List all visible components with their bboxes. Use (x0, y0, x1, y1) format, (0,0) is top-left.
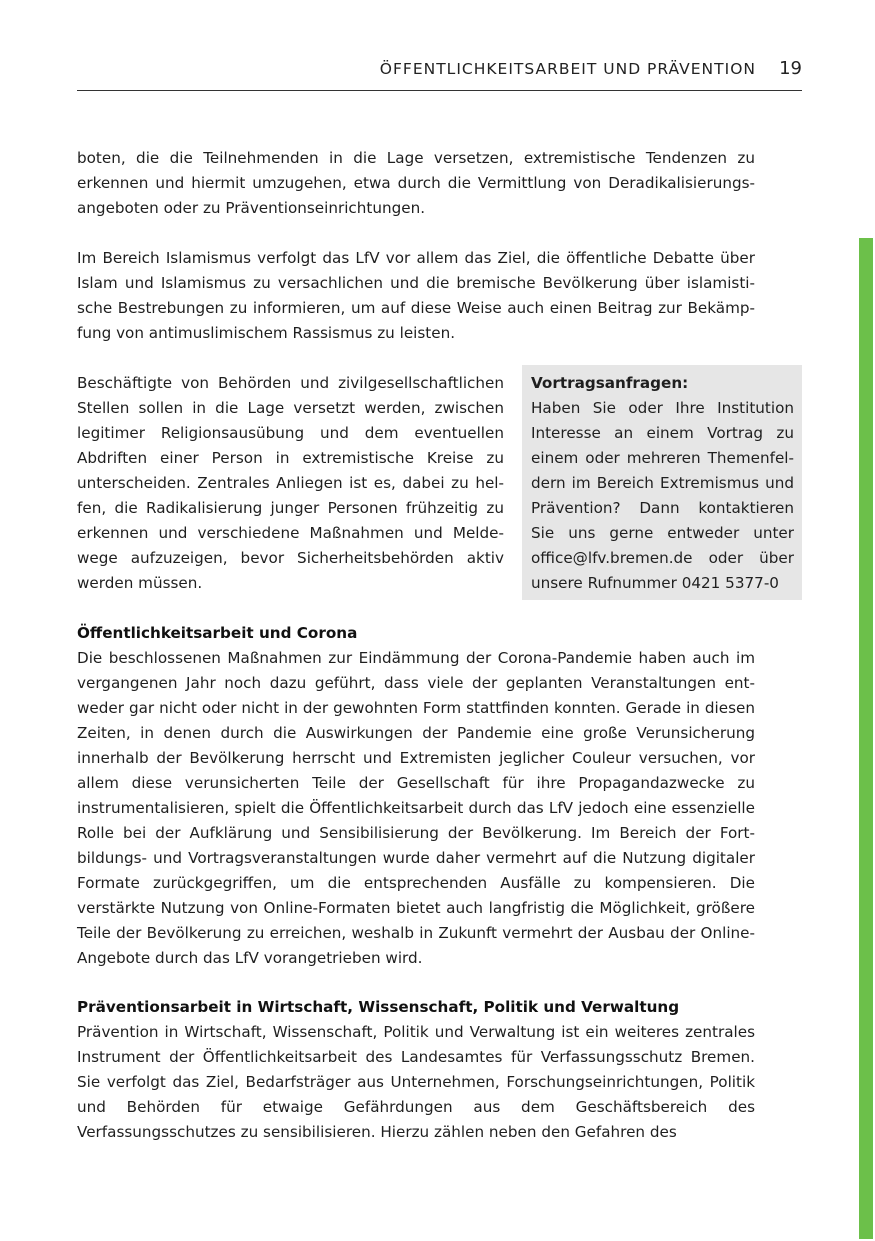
paragraph-prevention: Prävention in Wirtschaft, Wissenschaft, Politik und Verwaltung ist ein weiteres zentrales Instrument der Öffentlichkeitsarbeit des Landesamtes für Verfassungsschutz Bremen. Sie verfolgt das Ziel, Bedarfsträger aus Unternehmen, Forschungseinrichtungen, Politik und Behörden für etwaige Gefährdungen aus dem Geschäftsbereich des Verfassungsschutzes zu sensibilisieren. Hierzu zählen neben den Gefahren des (77, 1023, 755, 1141)
section-heading-prevention: Präventionsarbeit in Wirtschaft, Wissenschaft, Politik und Verwaltung (77, 998, 680, 1016)
running-header (77, 58, 802, 91)
running-header-title: ÖFFENTLICHKEITSARBEIT UND PRÄVENTION (379, 60, 756, 78)
paragraph-employees: Beschäftigte von Behörden und zivilgesellschaftlichen Stellen sollen in die Lage versetzt werden, zwischen legitimer Religionsausübung und dem eventuellen Abdriften einer Person in extremistische Kreise zu unterscheiden. Zentrales Anliegen ist es, dabei zu helfen, die Radikalisierung junger Personen frühzeitig zu erkennen und verschiedene Maßnahmen und Meldewege aufzuzeigen, bevor Sicherheitsbehörden aktiv werden müssen. (77, 374, 504, 592)
paragraph-islamism: Im Bereich Islamismus verfolgt das LfV vor allem das Ziel, die öffentliche Debatte über Islam und Islamismus zu versachlichen und die bremische Bevölkerung über islamistische Bestrebungen zu informieren, um auf diese Weise auch einen Beitrag zur Bekämpfung von antimuslimischem Rassismus zu leisten. (77, 249, 755, 342)
page-number: 19 (779, 58, 802, 79)
lecture-requests-box (522, 365, 802, 600)
paragraph-corona: Die beschlossenen Maßnahmen zur Eindämmung der Corona-Pandemie haben auch im vergangenen Jahr noch dazu geführt, dass viele der geplanten Veranstaltungen entweder gar nicht oder nicht in der gewohnten Form stattfinden konnten. Gerade in diesen Zeiten, in denen durch die Auswirkungen der Pandemie eine große Verunsicherung innerhalb der Bevölkerung herrscht und Extremisten jeglicher Couleur versuchen, vor allem diese verunsicherten Teile der Gesellschaft für ihre Propagandazwecke zu instrumentalisieren, spielt die Öffentlichkeitsarbeit durch das LfV jedoch eine essenzielle Rolle bei der Aufklärung und Sensibilisierung der Bevölkerung. Im Bereich der Fortbildungs- und Vortragsveranstaltungen wurde daher vermehrt auf die Nutzung digitaler Formate zurückgegriffen, um die entsprechenden Ausfälle zu kompensieren. Die verstärkte Nutzung von Online-Formaten bietet auch langfristig die Möglichkeit, größere Teile der Bevölkerung zu erreichen, weshalb in Zukunft vermehrt der Ausbau der Online-Angebote durch das LfV vorangetrieben wird. (77, 649, 755, 967)
lecture-requests-text: Haben Sie oder Ihre Institution Interesse an einem Vortrag zu einem oder mehreren Themenfeldern im Bereich Extremismus und Prävention? Dann kontaktieren Sie uns gerne entweder unter office@lfv.bremen.de oder über unsere Rufnummer 0421 5377-0 (531, 399, 794, 592)
chapter-marker-bar (859, 238, 873, 1239)
section-heading-corona: Öffentlichkeitsarbeit und Corona (77, 624, 358, 642)
paragraph-intro-continuation: boten, die die Teilnehmenden in die Lage versetzen, extremistische Tendenzen zu erkennen und hiermit umzugehen, etwa durch die Vermittlung von Deradikalisierungsangeboten oder zu Präventionseinrichtungen. (77, 149, 755, 217)
lecture-requests-title: Vortragsanfragen: (531, 374, 689, 392)
